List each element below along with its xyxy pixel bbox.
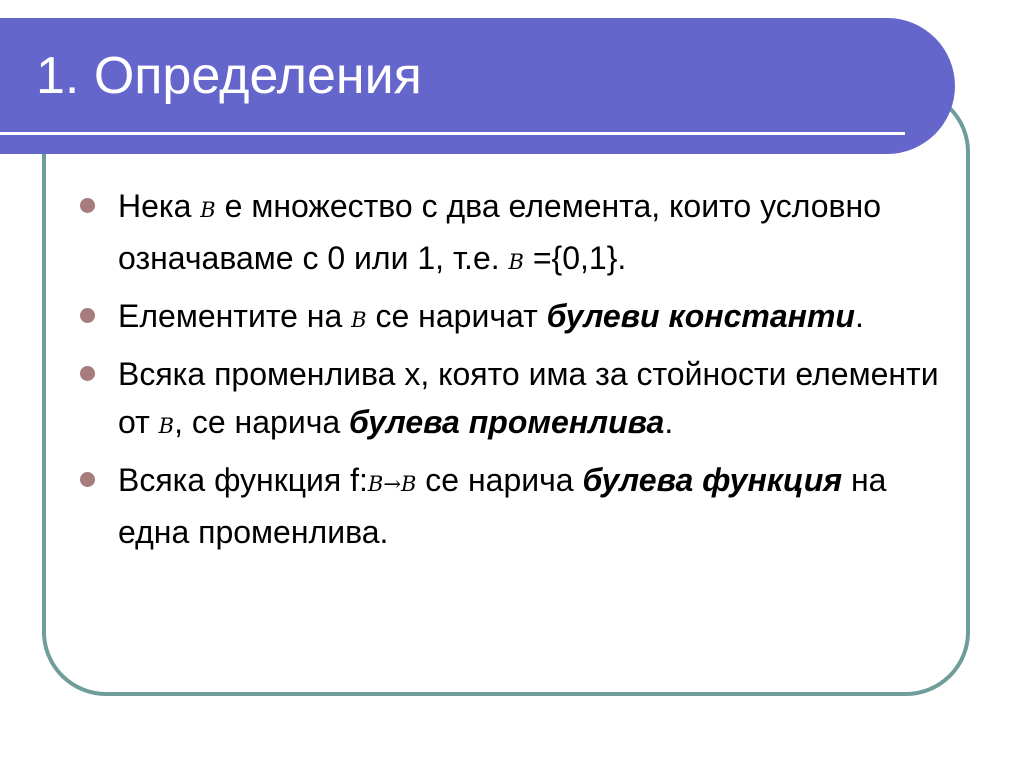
set-b-symbol: B: [508, 250, 524, 274]
set-b-symbol: B: [200, 198, 216, 222]
bullet-item-2: [80, 292, 950, 344]
bullet-2-text-2: се наричат: [366, 298, 547, 334]
bullet-3-text-2: , се нарича: [174, 404, 350, 440]
bullet-4-emphasis: булева функция: [582, 462, 843, 498]
title-underline: [0, 132, 905, 135]
bullet-3-text-3: .: [664, 404, 674, 440]
bullet-1-text-1: Нека: [118, 188, 201, 224]
bullet-4-text-1: Всяка функция f:: [118, 462, 368, 498]
slide-title: 1. Определения: [36, 47, 422, 105]
bullet-item-3: [80, 350, 950, 450]
arrow-symbol: →: [383, 472, 401, 496]
bullet-4-text-3: на една променлива.: [118, 462, 887, 550]
bullet-dot-icon: [80, 198, 95, 213]
bullet-1-text-2: е множество с два елемента, които условно означаваме с 0 или 1, т.е.: [118, 188, 881, 276]
bullet-3-text-1: Всяка променлива x, която има за стойности елементи от: [118, 356, 939, 440]
bullet-1-text-3: ={0,1}.: [523, 240, 627, 276]
set-b-symbol: B: [351, 308, 367, 332]
bullet-2-text-3: .: [854, 298, 864, 334]
bullet-dot-icon: [80, 308, 95, 323]
bullet-dot-icon: [80, 472, 95, 487]
set-b-symbol: B: [400, 472, 417, 496]
bullet-4-text-2: се нарича: [416, 462, 583, 498]
bullet-item-4: [80, 456, 950, 556]
bullet-dot-icon: [80, 366, 95, 381]
bullet-list: [80, 182, 950, 562]
set-b-symbol: B: [367, 472, 384, 496]
bullet-item-1: [80, 182, 950, 286]
bullet-2-emphasis: булеви константи: [546, 298, 855, 334]
bullet-2-text-1: Елементите на: [118, 298, 352, 334]
bullet-3-emphasis: булева променлива: [349, 404, 665, 440]
set-b-symbol: B: [158, 414, 175, 438]
